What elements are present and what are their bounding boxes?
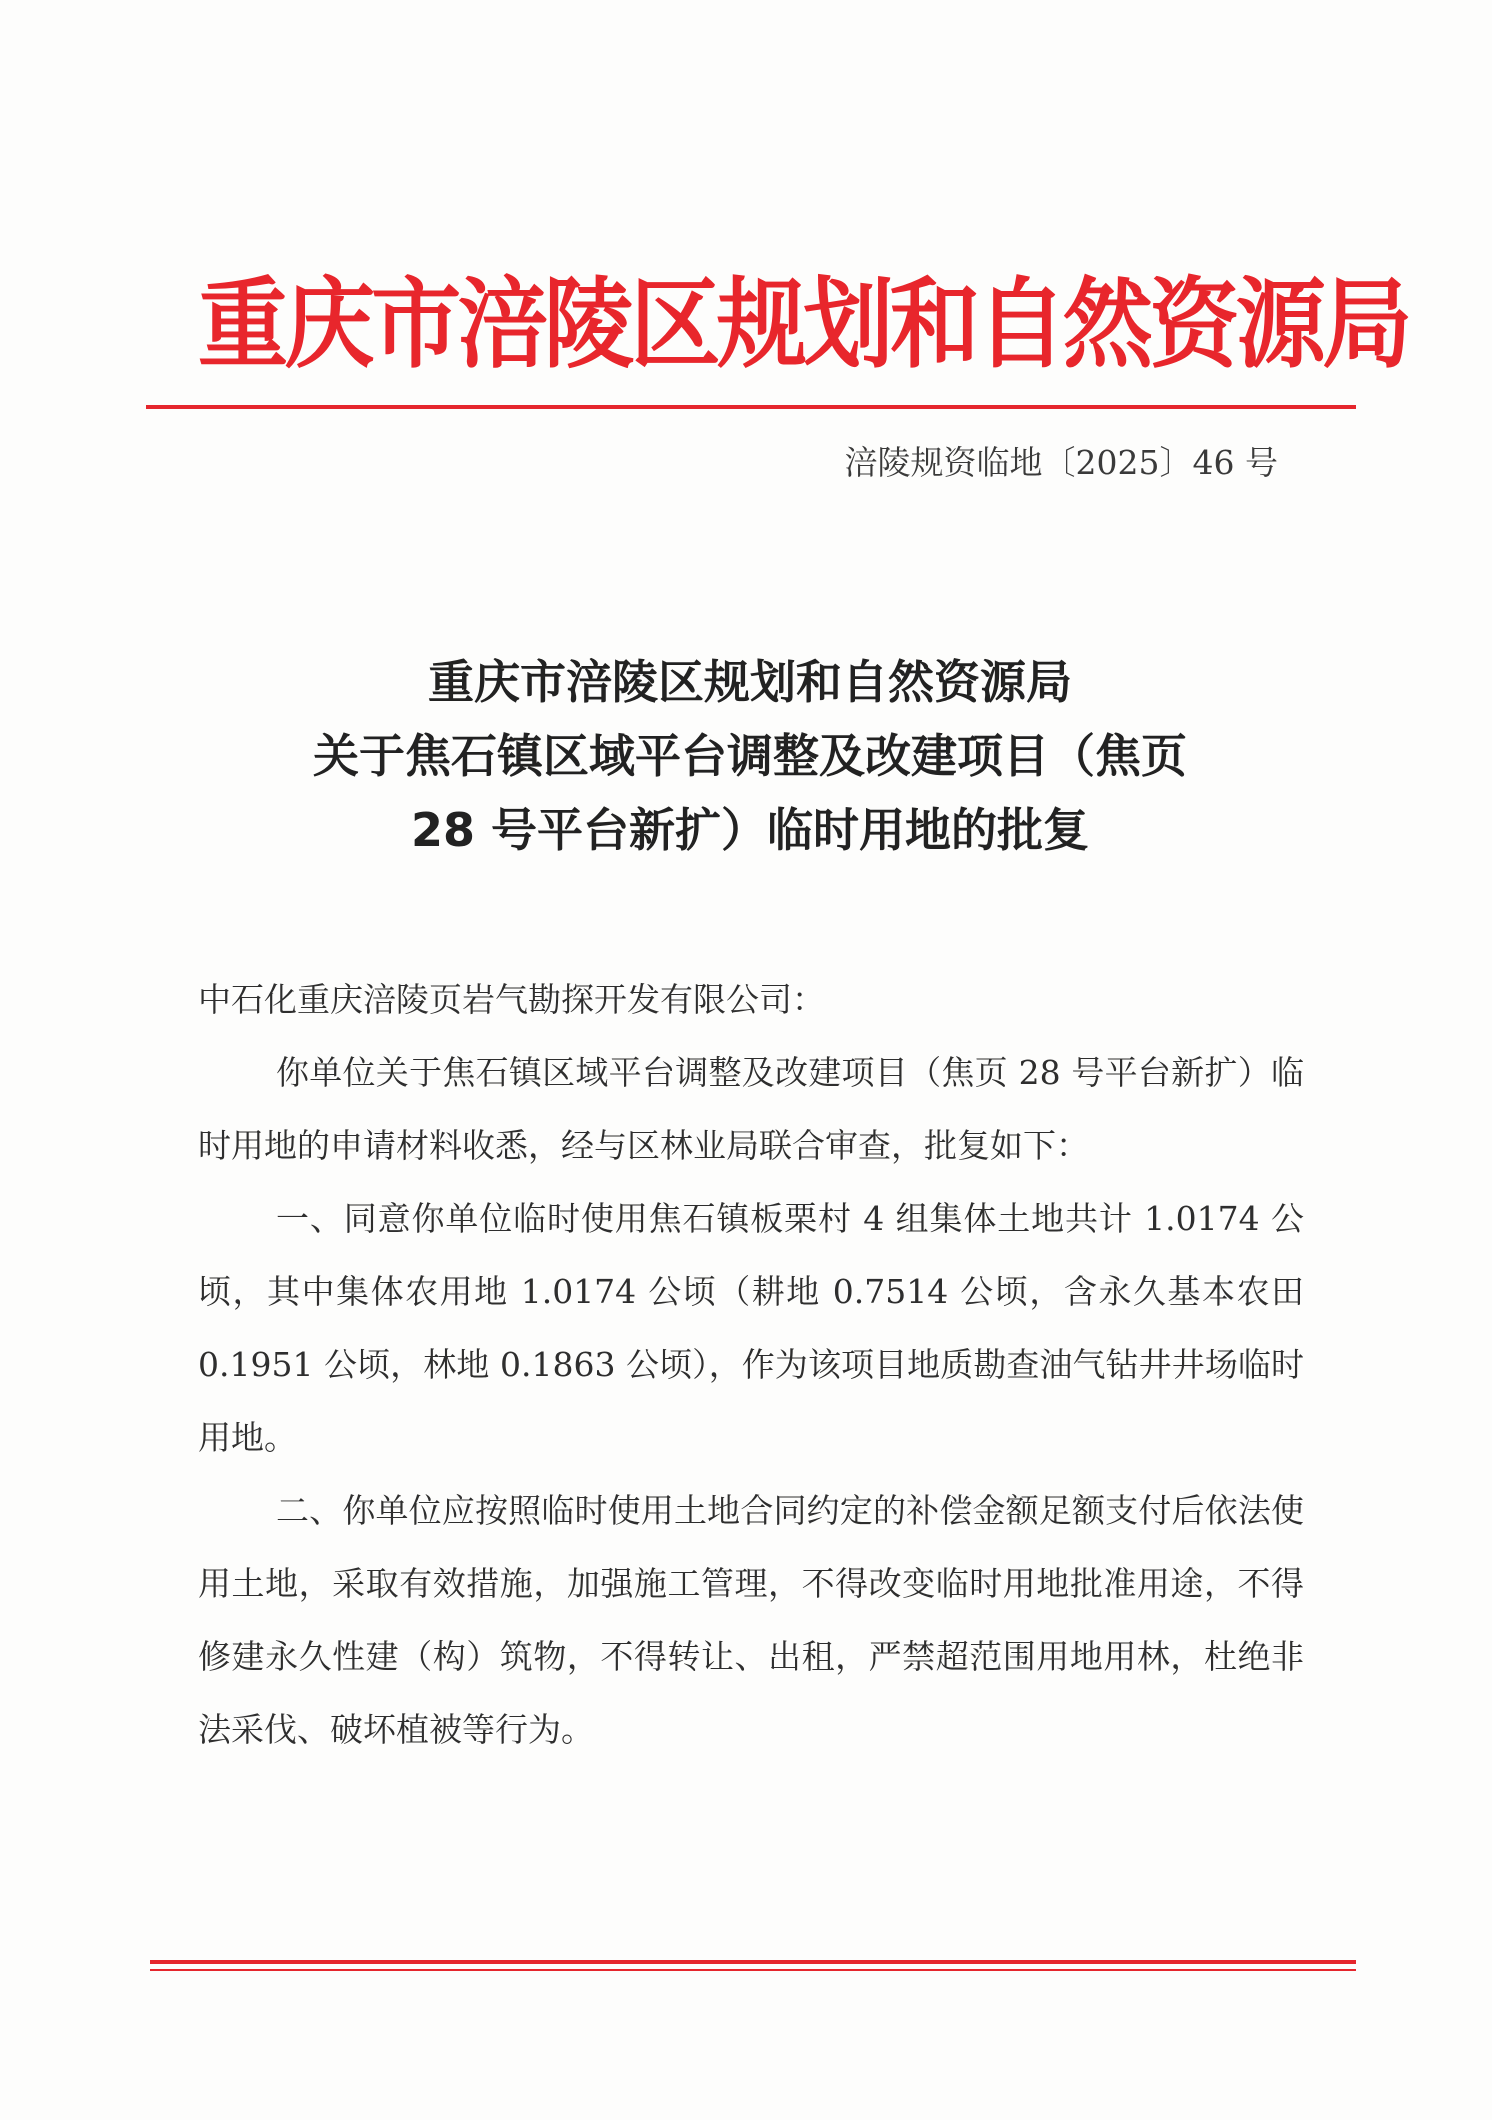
document-title xyxy=(200,645,1300,867)
issuer-masthead: 重庆市涪陵区规划和自然资源局 xyxy=(198,268,1409,382)
clause-two: 二、你单位应按照临时使用土地合同约定的补偿金额足额支付后依法使用土地，采取有效措施，加强施工管理，不得改变临时用地批准用途，不得修建永久性建（构）筑物，不得转让、出租，严禁超范围用地用林，杜绝非法采伐、破坏植被等行为。 xyxy=(198,1491,1304,1749)
document-number: 涪陵规资临地〔2025〕46 号 xyxy=(844,443,1278,482)
clause-one: 一、同意你单位临时使用焦石镇板栗村 4 组集体土地共计 1.0174 公顷，其中集体农用地 1.0174 公顷（耕地 0.7514 公顷，含永久基本农田 0.1951 公顷，林地 0.1863 公顷），作为该项目地质勘查油气钻井井场临时用地。 xyxy=(198,1199,1304,1457)
title-line-2: 关于焦石镇区域平台调整及改建项目（焦页 xyxy=(313,729,1187,783)
addressee: 中石化重庆涪陵页岩气勘探开发有限公司： xyxy=(198,980,825,1019)
title-line-3: 28 号平台新扩）临时用地的批复 xyxy=(410,803,1090,857)
title-line-1: 重庆市涪陵区规划和自然资源局 xyxy=(428,655,1072,709)
footer-red-rule-thick xyxy=(150,1960,1356,1964)
masthead-red-rule xyxy=(146,405,1356,409)
intro-paragraph: 你单位关于焦石镇区域平台调整及改建项目（焦页 28 号平台新扩）临时用地的申请材料收悉，经与区林业局联合审查，批复如下： xyxy=(198,1053,1304,1165)
document-body xyxy=(198,963,1304,1766)
footer-red-rule-thin xyxy=(150,1969,1356,1971)
